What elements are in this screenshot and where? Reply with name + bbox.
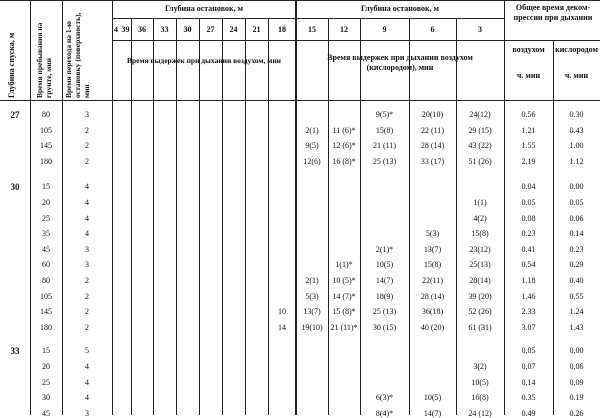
transition-cell: 4 — [85, 198, 89, 207]
time-cell: 145 — [40, 141, 52, 151]
total-o2-cell: 0.00 — [569, 346, 584, 356]
o2-stops-title: Глубина остановок, м — [360, 4, 440, 13]
total-title: Общее время деком- прессии при дыхании — [513, 3, 593, 22]
transition-cell: 4 — [85, 229, 89, 239]
total-o2-cell: 0.06 — [569, 362, 584, 371]
depth-value: 27 — [10, 110, 20, 120]
total-air-cell: 0.14 — [521, 377, 536, 387]
stop-15-cell: 13(7) — [303, 307, 321, 317]
stop-12-cell: 16 (8)* — [332, 156, 356, 166]
stop-12-cell: 11 (6)* — [332, 125, 356, 135]
transition-cell: 3 — [85, 244, 89, 254]
stop-6-cell: 33 (17) — [420, 156, 445, 166]
transition-cell: 2 — [85, 276, 89, 285]
transition-cell: 2 — [85, 322, 89, 332]
transition-cell: 2 — [85, 156, 89, 166]
col-rule — [199, 18, 200, 415]
air-stop-depth: 18 — [278, 25, 286, 34]
total-o2-cell: 0.43 — [569, 125, 584, 135]
stop-3-cell: 28(14) — [469, 276, 491, 285]
stop-12-cell: 10 (5)* — [332, 276, 356, 285]
total-o2-cell: 0.19 — [569, 393, 584, 403]
total-o2-cell: 1.43 — [569, 322, 584, 332]
time-cell: 20 — [42, 362, 50, 371]
stop-12-cell: 14 (7)* — [332, 291, 356, 301]
total-air-cell: 0.07 — [521, 362, 536, 371]
o2-stop-depth: 9 — [382, 25, 387, 34]
col-rule — [131, 18, 132, 415]
stop-6-cell: 5(3) — [425, 229, 440, 239]
stop-3-cell: 1(1) — [473, 198, 487, 207]
depth-descent-header: Глубина спуска, м — [7, 32, 16, 98]
stop-9-cell: 21 (11) — [372, 141, 397, 151]
time-cell: 180 — [40, 322, 52, 332]
air-stops-title: Глубина остановок, м — [164, 4, 244, 13]
header-bottom-rule — [0, 100, 600, 101]
air-subtitle: Время выдержек при дыхании воздухом, мин — [126, 56, 282, 65]
total-air-cell: 2.33 — [521, 307, 536, 317]
total-air-cell: 0.04 — [521, 182, 536, 192]
time-cell: 15 — [42, 182, 50, 192]
time-at-depth-header: Время пребывания на грунте, мин — [35, 22, 53, 98]
total-o2-header: кислородом — [555, 45, 598, 54]
stop-9-cell: 9(5)* — [375, 110, 394, 119]
transition-cell: 2 — [85, 307, 89, 317]
total-o2-cell: 1.12 — [569, 156, 584, 166]
total-o2-cell: 0.00 — [569, 182, 584, 192]
total-subheader-rule — [504, 40, 600, 41]
stop-9-cell: 15(8) — [375, 125, 394, 135]
air-stop-depth: 36 — [138, 25, 146, 34]
total-air-cell: 0.49 — [521, 408, 536, 418]
transition-cell: 2 — [85, 141, 89, 151]
total-air-cell: 1.46 — [521, 291, 536, 301]
time-cell: 105 — [40, 125, 52, 135]
stop-9-cell: 18(9) — [375, 291, 394, 301]
col-rule — [245, 18, 246, 415]
air-stop-depth: 30 — [183, 25, 192, 34]
stop-3-cell: 29 (15) — [468, 125, 492, 135]
stop-15-cell: 2(1) — [305, 276, 319, 285]
col-rule — [328, 18, 329, 415]
stop-9-cell: 2(1)* — [375, 244, 394, 254]
col-rule — [268, 18, 269, 415]
stop-15-cell: 2(1) — [305, 125, 319, 135]
time-cell: 80 — [42, 276, 50, 285]
total-o2-cell: 0.40 — [569, 276, 584, 285]
stop-3-cell: 25(13) — [469, 260, 491, 270]
transition-cell: 3 — [85, 260, 89, 270]
transition-cell: 2 — [85, 291, 89, 301]
total-air-cell: 1.55 — [521, 141, 536, 151]
time-cell: 80 — [42, 110, 50, 119]
stop-3-cell: 43 (22) — [468, 141, 492, 151]
stop-6-cell: 40 (20) — [420, 322, 445, 332]
o2-stop-depth: 6 — [430, 25, 435, 34]
unit-air: ч. мин — [516, 71, 541, 80]
stop-3-cell: 16(8) — [471, 393, 489, 403]
stop-6-cell: 28 (14) — [420, 141, 445, 151]
stop-15-cell: 19(10) — [301, 322, 323, 332]
total-o2-cell: 0.06 — [569, 213, 584, 223]
stop-9-cell: 10(5) — [375, 260, 394, 270]
time-cell: 30 — [42, 393, 50, 403]
stop-9-cell: 8(4)* — [375, 408, 394, 418]
air-stop-depth: 27 — [206, 25, 215, 34]
stop-12-cell: 15 (8)* — [332, 307, 356, 317]
stop-6-cell: 10(5) — [423, 393, 442, 403]
transition-cell: 5 — [85, 346, 89, 356]
transition-cell: 2 — [85, 125, 89, 135]
total-air-cell: 0.56 — [521, 110, 536, 119]
time-cell: 105 — [40, 291, 52, 301]
stop-3-cell: 4(2) — [473, 213, 487, 223]
col-rule — [153, 18, 154, 415]
stop-6-cell: 22 (11) — [420, 125, 445, 135]
stop-18-cell: 14 — [278, 322, 286, 332]
transition-cell: 4 — [85, 182, 89, 192]
total-o2-cell: 1.24 — [569, 307, 584, 317]
stop-3-cell: 24 (12) — [468, 408, 492, 418]
total-air-cell: 0.54 — [521, 260, 536, 270]
stop-6-cell: 36(18) — [421, 307, 444, 317]
total-o2-cell: 0.09 — [569, 377, 584, 387]
stop-9-cell: 6(3)* — [375, 393, 394, 403]
stop-3-cell: 10(5) — [471, 377, 489, 387]
stop-18-cell: 10 — [278, 307, 286, 317]
col-rule — [409, 18, 410, 415]
transition-cell: 3 — [85, 110, 89, 119]
stop-6-cell: 15(8) — [423, 260, 442, 270]
top-border — [0, 0, 600, 1]
stop-15-cell: 9(5) — [305, 141, 319, 151]
total-air-cell: 0.23 — [521, 229, 536, 239]
transition-cell: 4 — [85, 213, 89, 223]
o2-stop-depth: 12 — [340, 25, 348, 34]
transition-cell: 4 — [85, 393, 89, 403]
total-o2-cell: 0.23 — [569, 244, 584, 254]
transition-cell: 4 — [85, 377, 89, 387]
stop-12-cell: 21 (11)* — [330, 322, 358, 332]
total-air-cell: 1.18 — [521, 276, 536, 285]
stop-3-cell: 24(12) — [469, 110, 491, 119]
stop-3-cell: 15(8) — [471, 229, 489, 239]
stop-3-cell: 51 (26) — [468, 156, 492, 166]
stop-3-cell: 23(12) — [469, 244, 491, 254]
time-cell: 45 — [42, 408, 50, 418]
stop-3-cell: 39 (20) — [468, 291, 492, 301]
stop-9-cell: 30 (15) — [372, 322, 397, 332]
stop-6-cell: 28 (14) — [420, 291, 445, 301]
stop-9-cell: 25 (13) — [372, 156, 397, 166]
air-stop-depth: 24 — [229, 25, 238, 34]
o2-stop-depth: 15 — [308, 25, 316, 34]
stop-15-cell: 12(6) — [303, 156, 321, 166]
total-air-cell: 0.05 — [521, 346, 536, 356]
stop-9-cell: 25 (13) — [372, 307, 397, 317]
total-air-cell: 3.07 — [521, 322, 536, 332]
time-cell: 60 — [42, 260, 50, 270]
time-cell: 25 — [42, 213, 50, 223]
o2-stop-depth: 3 — [478, 25, 482, 34]
total-air-cell: 1.21 — [521, 125, 536, 135]
total-air-header: воздухом — [512, 45, 545, 54]
time-cell: 25 — [42, 377, 50, 387]
total-air-cell: 2,19 — [521, 156, 536, 166]
total-o2-cell: 0.29 — [569, 260, 584, 270]
stop-9-cell: 14(7) — [375, 276, 394, 285]
time-cell: 180 — [40, 156, 52, 166]
time-cell: 35 — [42, 229, 50, 239]
total-air-cell: 0.41 — [521, 244, 536, 254]
col-rule — [553, 40, 554, 415]
stop-3-cell: 3(2) — [473, 362, 487, 371]
time-cell: 15 — [42, 346, 50, 356]
transition-cell: 4 — [85, 362, 89, 371]
stop-3-cell: 61 (31) — [468, 322, 492, 332]
stop-12-cell: 12 (6)* — [332, 141, 356, 151]
air-stop-depth: 21 — [252, 25, 261, 34]
time-cell: 20 — [42, 198, 50, 207]
o2-subtitle: Время выдержек при дыхании воздухом (кислородом), мин — [327, 53, 473, 72]
total-o2-cell: 0.05 — [569, 198, 584, 207]
stop-6-cell: 14(7) — [423, 408, 442, 418]
stop-6-cell: 13(7) — [423, 244, 442, 254]
air-stop-depth: 33 — [160, 25, 169, 34]
total-air-cell: 0.08 — [521, 213, 536, 223]
unit-o2: ч. мин — [564, 71, 589, 80]
col-rule — [176, 18, 177, 415]
time-cell: 45 — [42, 244, 50, 254]
transition-time-header: Время перехода на 1-ю остановку (поверхность), мин — [64, 12, 91, 98]
total-o2-cell: 0.55 — [569, 291, 584, 301]
stop-3-cell: 52 (26) — [468, 307, 492, 317]
total-o2-cell: 1.00 — [569, 141, 584, 151]
depth-value: 30 — [10, 182, 20, 193]
total-o2-cell: 0.30 — [569, 110, 584, 119]
air-stop-depth: 4 — [114, 25, 118, 34]
air-stop-depth: 39 — [121, 25, 130, 34]
stop-6-cell: 22(11) — [421, 276, 444, 285]
transition-cell: 3 — [85, 408, 89, 418]
total-o2-cell: 0.26 — [569, 408, 584, 418]
depth-value: 33 — [10, 346, 20, 357]
col-rule — [222, 18, 223, 415]
total-air-cell: 0.05 — [521, 198, 536, 207]
col-rule — [360, 18, 361, 415]
time-cell: 145 — [40, 307, 52, 317]
stop-12-cell: 1(1)* — [335, 260, 353, 270]
total-o2-cell: 0.14 — [569, 229, 584, 239]
stop-6-cell: 20(10) — [421, 110, 444, 119]
total-air-cell: 0.35 — [521, 393, 536, 403]
stop-15-cell: 5(3) — [305, 291, 319, 301]
